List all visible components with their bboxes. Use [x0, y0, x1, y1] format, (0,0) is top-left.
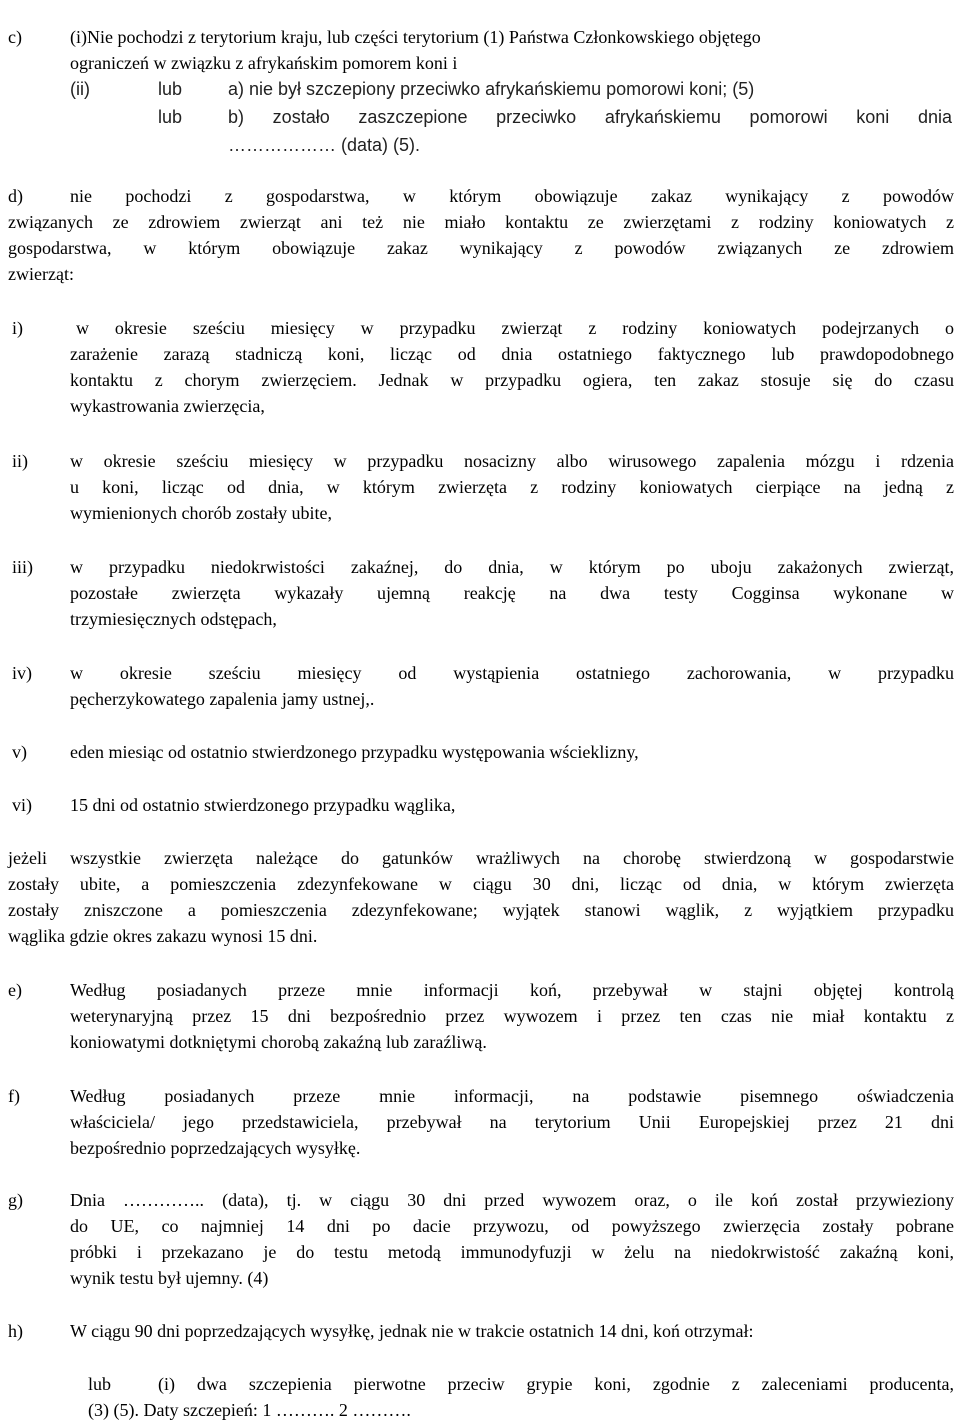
- section-f-line: właściciela/ jego przedstawiciela, przebywał na terytorium Unii Europejskiej przez 21 dni: [70, 1112, 954, 1132]
- item-v-line: eden miesiąc od ostatnio stwierdzonego przypadku występowania wścieklizny,: [70, 742, 639, 762]
- option-b: b) zostało zaszczepione przeciwko afrykańskiemu pomorowi koni dnia: [228, 107, 952, 127]
- closing-line: zostały zniszczone a pomieszczenia zdezynfekowane; wyjątek stanowi wąglik, z wyjątkiem przypadku: [8, 900, 954, 920]
- section-e-line: koniowatymi dotkniętymi chorobą zakaźną lub zaraźliwą.: [70, 1032, 487, 1052]
- item-iii-line: w przypadku niedokrwistości zakaźnej, do dnia, w którym po uboju zakażonych zwierząt,: [70, 557, 954, 577]
- item-iv-label: iv): [12, 663, 32, 683]
- item-ii-line: w okresie sześciu miesięcy w przypadku nosacizny albo wirusowego zapalenia mózgu i rdzenia: [70, 451, 954, 471]
- item-ii-label: ii): [12, 451, 28, 471]
- lub-label-b: lub: [158, 107, 183, 127]
- item-i-line: w okresie sześciu miesięcy w przypadku zwierząt z rodziny koniowatych podejrzanych o: [76, 318, 954, 338]
- section-c-line1: (i)Nie pochodzi z terytorium kraju, lub części terytorium (1) Państwa Członkowskiego objętego: [70, 27, 761, 47]
- item-ii-line: wymienionych chorób zostały ubite,: [70, 503, 332, 523]
- item-i-label: i): [12, 318, 23, 338]
- section-f-line: bezpośrednio poprzedzających wysyłkę.: [70, 1138, 361, 1158]
- section-d-label: d): [8, 186, 23, 206]
- section-g-line: próbki i przekazano je do testu metodą immunodyfuzji w żelu na niedokrwistość zakaźną koni,: [70, 1242, 954, 1262]
- item-v-label: v): [12, 742, 27, 762]
- item-iv-line: w okresie sześciu miesięcy od wystąpienia ostatniego zachorowania, w przypadku: [70, 663, 954, 683]
- section-c-line2: ograniczeń w związku z afrykańskim pomorem koni i: [70, 53, 458, 73]
- option-b-cont: ……………… (data) (5).: [228, 135, 421, 155]
- section-g-label: g): [8, 1190, 23, 1210]
- section-c-ii-label: (ii): [70, 79, 90, 99]
- option-a: a) nie był szczepiony przeciwko afrykańskiemu pomorowi koni; (5): [228, 79, 755, 99]
- section-h-line1: W ciągu 90 dni poprzedzających wysyłkę, jednak nie w trakcie ostatnich 14 dni, koń otrzymał:: [70, 1321, 754, 1341]
- item-vi-line: 15 dni od ostatnio stwierdzonego przypadku wąglika,: [70, 795, 456, 815]
- section-f-line: Według posiadanych przeze mnie informacji, na podstawie pisemnego oświadczenia: [70, 1086, 954, 1106]
- section-d-line4: zwierząt:: [8, 264, 74, 284]
- section-d-line1: nie pochodzi z gospodarstwa, w którym obowiązuje zakaz wynikający z powodów: [70, 186, 954, 206]
- section-e-line: weterynaryjną przez 15 dni bezpośrednio przez wywozem i przez ten czas nie miał kontaktu z: [70, 1006, 954, 1026]
- option-i: (i) dwa szczepienia pierwotne przeciw grypie koni, zgodnie z zaleceniami producenta,: [158, 1374, 954, 1394]
- section-d-line3: gospodarstwa, w którym obowiązuje zakaz wynikający z powodów związanych ze zdrowiem: [8, 238, 954, 258]
- item-iii-line: pozostałe zwierzęta wykazały ujemną reakcję na dwa testy Cogginsa wykonane w: [70, 583, 954, 603]
- section-f-label: f): [8, 1086, 20, 1106]
- section-g-line: do UE, co najmniej 14 dni po dacie przywozu, od powyższego zwierzęcia zostały pobrane: [70, 1216, 954, 1236]
- section-e-line: Według posiadanych przeze mnie informacji koń, przebywał w stajni objętej kontrolą: [70, 980, 954, 1000]
- item-ii-line: u koni, licząc od dnia, w którym zwierzęta z rodziny koniowatych cierpiące na jedną z: [70, 477, 954, 497]
- option-i-cont: (3) (5). Daty szczepień: 1 ………. 2 ……….: [88, 1400, 411, 1420]
- section-c-label: c): [8, 27, 22, 47]
- item-iii-label: iii): [12, 557, 33, 577]
- lub-label-h: lub: [88, 1374, 112, 1394]
- item-iv-line: pęcherzykowatego zapalenia jamy ustnej,.: [70, 689, 375, 709]
- section-h-label: h): [8, 1321, 23, 1341]
- section-d-line2: związanych ze zdrowiem zwierząt ani też nie miało kontaktu ze zwierzętami z rodziny koniowatych z: [8, 212, 954, 232]
- closing-line: wąglika gdzie okres zakazu wynosi 15 dni.: [8, 926, 318, 946]
- item-i-line: kontaktu z chorym zwierzęciem. Jednak w przypadku ogiera, ten zakaz stosuje się do czasu: [70, 370, 954, 390]
- item-i-line: zarażenie zarazą stadniczą koni, licząc od dnia ostatniego faktycznego lub prawdopodobnego: [70, 344, 954, 364]
- closing-line: zostały ubite, a pomieszczenia zdezynfekowane w ciągu 30 dni, licząc od dnia, w którym zwierzęta: [8, 874, 954, 894]
- item-vi-label: vi): [12, 795, 32, 815]
- item-iii-line: trzymiesięcznych odstępach,: [70, 609, 277, 629]
- item-i-line: wykastrowania zwierzęcia,: [70, 396, 265, 416]
- section-g-line: Dnia ………….. (data), tj. w ciągu 30 dni przed wywozem oraz, o ile koń został przywieziony: [70, 1190, 954, 1210]
- lub-label-a: lub: [158, 79, 183, 99]
- section-g-line: wynik testu był ujemny. (4): [70, 1268, 269, 1288]
- closing-line: jeżeli wszystkie zwierzęta należące do gatunków wrażliwych na chorobę stwierdzoną w gospodarstwie: [8, 848, 954, 868]
- section-e-label: e): [8, 980, 22, 1000]
